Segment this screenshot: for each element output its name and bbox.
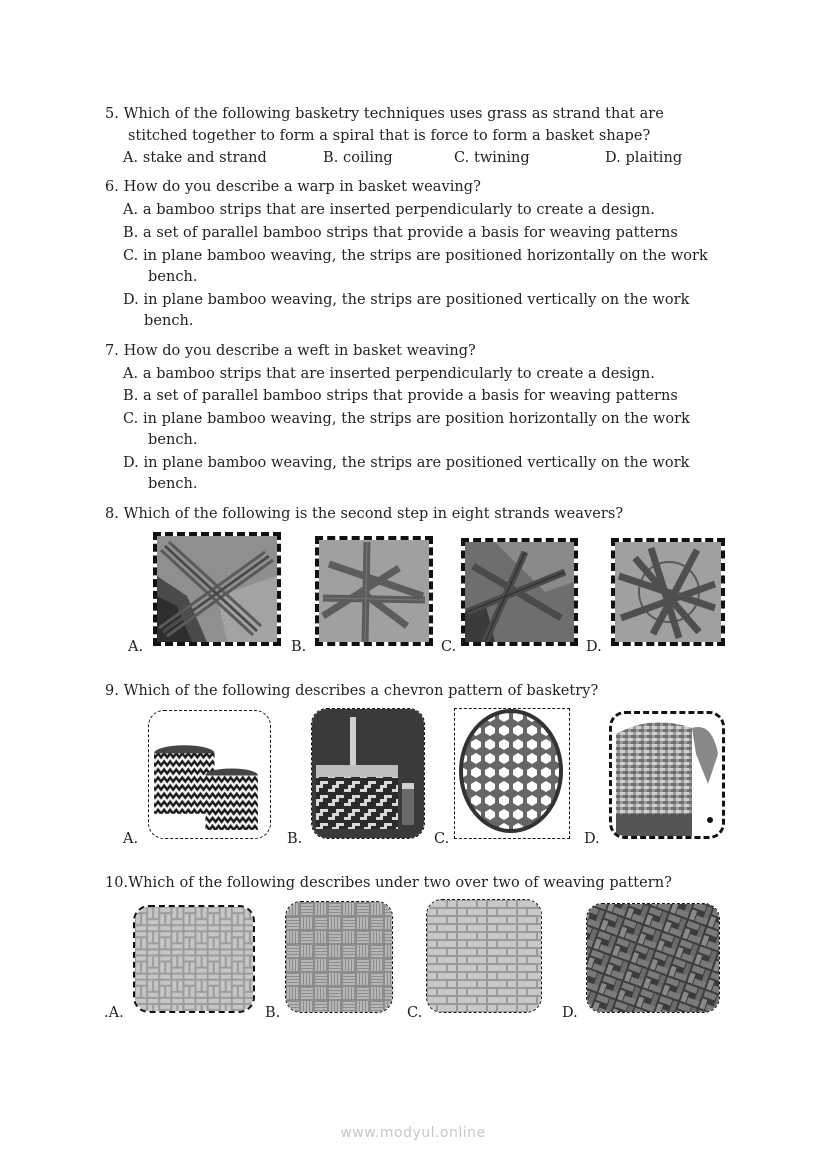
- q7-option-c-line1: C. in plane bamboo weaving, the strips are position horizontally on the work: [123, 411, 690, 427]
- q8-image-d[interactable]: [611, 538, 725, 646]
- q10-image-a[interactable]: [133, 905, 255, 1013]
- q5-stem-line2: stitched together to form a spiral that is force to form a basket shape?: [128, 128, 651, 144]
- q6-option-b: B. a set of parallel bamboo strips that provide a basis for weaving patterns: [123, 225, 678, 241]
- q7-stem: 7. How do you describe a weft in basket weaving?: [105, 343, 476, 359]
- q8-label-a: A.: [128, 639, 144, 655]
- q9-image-d[interactable]: [609, 711, 725, 839]
- q8-label-d: D.: [586, 639, 602, 655]
- watermark: www.modyul.online: [340, 1125, 486, 1141]
- q10-label-b: B.: [265, 1005, 281, 1021]
- q10-image-c[interactable]: [426, 899, 542, 1013]
- q10-stem: 10.Which of the following describes under two over two of weaving pattern?: [105, 875, 672, 891]
- q8-label-b: B.: [291, 639, 307, 655]
- q10-label-d: D.: [562, 1005, 578, 1021]
- q7-option-b: B. a set of parallel bamboo strips that provide a basis for weaving patterns: [123, 388, 678, 404]
- q8-stem: 8. Which of the following is the second step in eight strands weavers?: [105, 506, 624, 522]
- q8-image-b[interactable]: [315, 536, 433, 646]
- q8-image-c[interactable]: [461, 538, 578, 646]
- q6-option-d-line1: D. in plane bamboo weaving, the strips are positioned vertically on the work: [123, 292, 690, 308]
- q9-label-d: D.: [584, 831, 600, 847]
- q6-option-c-line1: C. in plane bamboo weaving, the strips are positioned horizontally on the work: [123, 248, 708, 264]
- q7-option-d-line1: D. in plane bamboo weaving, the strips are positioned vertically on the work: [123, 455, 690, 471]
- q8-image-a[interactable]: [153, 532, 281, 646]
- q10-label-c: C.: [407, 1005, 423, 1021]
- q6-option-d-line2: bench.: [144, 313, 194, 329]
- q6-stem: 6. How do you describe a warp in basket weaving?: [105, 179, 481, 195]
- q10-image-b[interactable]: [285, 901, 393, 1013]
- q7-option-c-line2: bench.: [148, 432, 198, 448]
- q10-label-a: .A.: [104, 1005, 124, 1021]
- q5-option-c: C. twining: [454, 150, 530, 166]
- q9-image-a[interactable]: [148, 710, 271, 839]
- q10-image-d[interactable]: [586, 903, 720, 1013]
- q9-label-a: A.: [123, 831, 139, 847]
- q5-option-a: A. stake and strand: [123, 150, 267, 166]
- q9-label-b: B.: [287, 831, 303, 847]
- q7-option-d-line2: bench.: [148, 476, 198, 492]
- q6-option-a: A. a bamboo strips that are inserted perpendicularly to create a design.: [123, 202, 655, 218]
- q8-label-c: C.: [441, 639, 457, 655]
- q5-stem-line1: 5. Which of the following basketry techniques uses grass as strand that are: [105, 106, 664, 122]
- q7-option-a: A. a bamboo strips that are inserted perpendicularly to create a design.: [123, 366, 655, 382]
- q9-stem: 9. Which of the following describes a chevron pattern of basketry?: [105, 683, 599, 699]
- q9-image-b[interactable]: [311, 708, 425, 839]
- q9-label-c: C.: [434, 831, 450, 847]
- q5-option-b: B. coiling: [323, 150, 393, 166]
- q9-image-c[interactable]: [454, 708, 570, 839]
- q6-option-c-line2: bench.: [148, 269, 198, 285]
- q5-option-d: D. plaiting: [605, 150, 683, 166]
